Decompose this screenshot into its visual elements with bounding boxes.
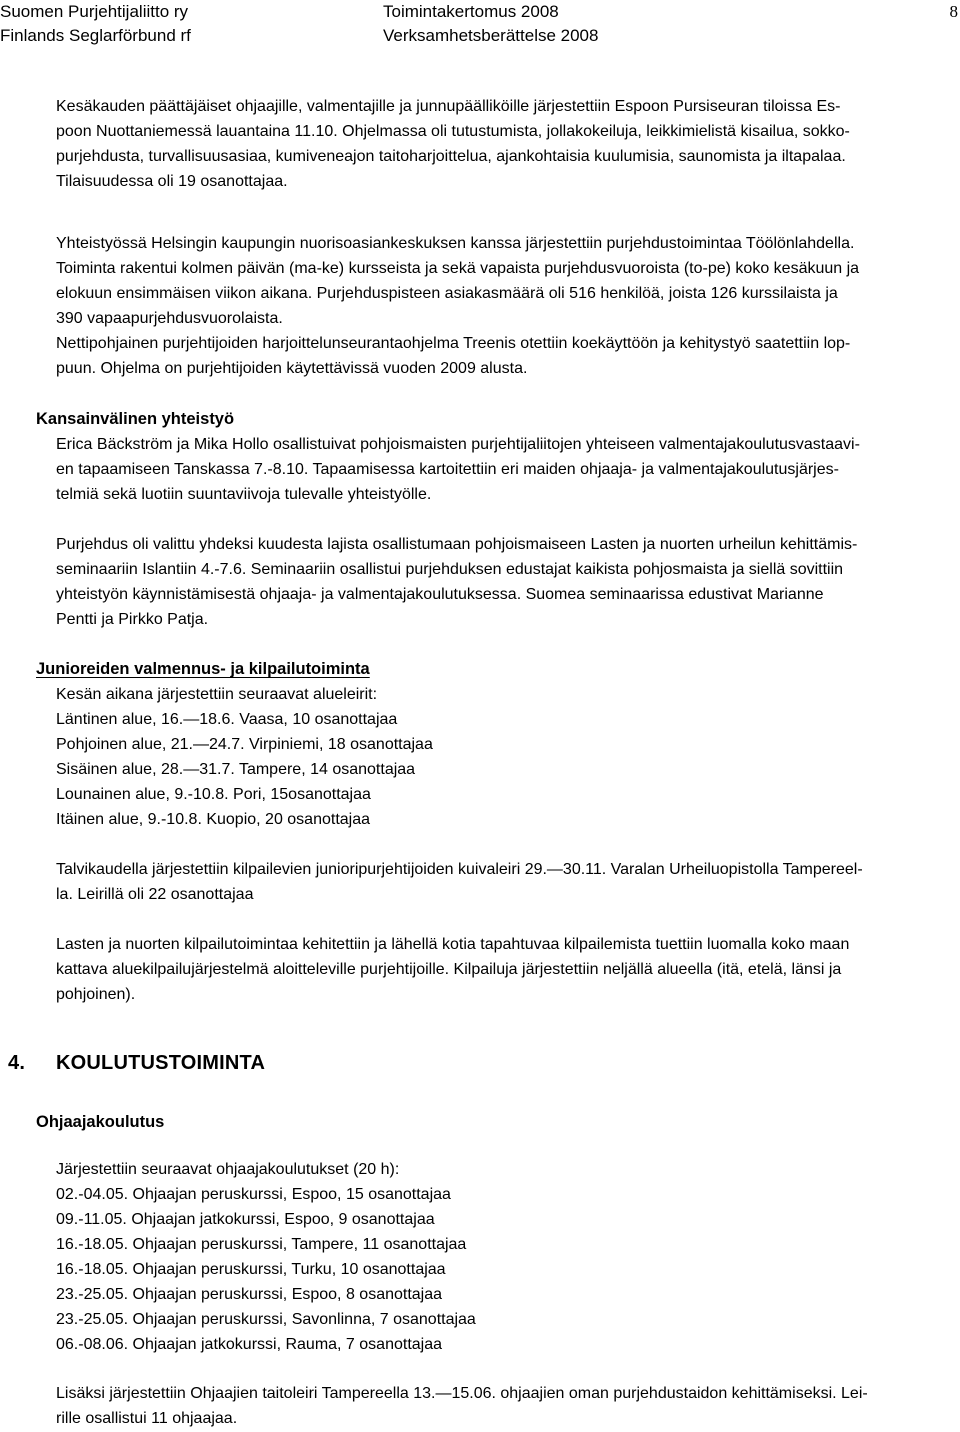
text-line: 390 vapaapurjehdusvuorolaista. (56, 310, 283, 327)
text-line: la. Leirillä oli 22 osanottajaa (56, 886, 254, 903)
text-line: Toiminta rakentui kolmen päivän (ma-ke) kursseista ja sekä vapaista purjehdusvuoroista (to-pe) koko kesäkuun ja (56, 260, 860, 277)
training-courses-list (56, 1157, 950, 1357)
camps-intro: Kesän aikana järjestettiin seuraavat alueleirit: (56, 686, 378, 703)
text-line: purjehdusta, turvallisuusasiaa, kumiveneajon taitoharjoittelua, ajankohtaisia kuulumisia, saunomista ja iltapalaa. (56, 148, 846, 165)
section-heading-training (8, 1049, 265, 1077)
text-line: Lasten ja nuorten kilpailutoimintaa kehitettiin ja lähellä kotia tapahtuvaa kilpailemista tuettiin luomalla koko maan (56, 936, 850, 953)
text-line: Purjehdus oli valittu yhdeksi kuudesta lajista osallistumaan pohjoismaiseen Lasten ja nuorten urheilun kehittämis- (56, 536, 858, 553)
text-line: Tilaisuudessa oli 19 osanottajaa. (56, 173, 288, 190)
courses-intro: Järjestettiin seuraavat ohjaajakoulutukset (20 h): (56, 1161, 400, 1178)
list-item: Pohjoinen alue, 21.—24.7. Virpiniemi, 18 osanottajaa (56, 736, 433, 753)
list-item: Lounainen alue, 9.-10.8. Pori, 15osanottajaa (56, 786, 371, 803)
regional-camps-list (56, 682, 950, 832)
paragraph-toolonlahti (56, 231, 956, 381)
section-title: KOULUTUSTOIMINTA (56, 1052, 266, 1074)
heading-international-cooperation: Kansainvälinen yhteistyö (36, 410, 235, 428)
list-item: 09.-11.05. Ohjaajan jatkokurssi, Espoo, 9 osanottajaa (56, 1211, 435, 1228)
list-item: Sisäinen alue, 28.—31.7. Tampere, 14 osanottajaa (56, 761, 416, 778)
text-line: elokuun ensimmäisen viikon aikana. Purjehduspisteen asiakasmäärä oli 516 henkilöä, joista 126 kurssilaista ja (56, 285, 838, 302)
heading-junior-coaching: Junioreiden valmennus- ja kilpailutoiminta (36, 660, 370, 678)
text-line: Kesäkauden päättäjäiset ohjaajille, valmentajille ja junnupäälliköille järjestettiin Espoon Pursiseuran tiloissa Es- (56, 98, 841, 115)
text-line: kattava aluekilpailujärjestelmä aloitteleville purjehtijoille. Kilpailuja järjestettiin neljällä alueella (itä, etelä, länsi ja (56, 961, 842, 978)
text-line: poon Nuottaniemessä lauantaina 11.10. Ohjelmassa oli tutustumista, jollakokeiluja, leikkimielistä kisailua, sokko- (56, 123, 850, 140)
text-line: pohjoinen). (56, 986, 136, 1003)
text-line: telmiä sekä luotiin suuntaviivoja tulevalle yhteistyölle. (56, 486, 432, 503)
list-item: 23.-25.05. Ohjaajan peruskurssi, Savonlinna, 7 osanottajaa (56, 1311, 476, 1328)
page-header (0, 0, 960, 48)
text-line: yhteistyön käynnistämisestä ohjaaja- ja valmentajakoulutuksessa. Suomea seminaarissa edustivat Marianne (56, 586, 824, 603)
list-item: 16.-18.05. Ohjaajan peruskurssi, Turku, 10 osanottajaa (56, 1261, 446, 1278)
text-line: seminaariin Islantiin 4.-7.6. Seminaariin osallistui purjehduksen edustajat kaikista pohjosmaista ja siellä sovittiin (56, 561, 844, 578)
paragraph-regional-competitions (56, 932, 950, 1007)
header-org-fi: Suomen Purjehtijaliitto ry (0, 2, 189, 21)
list-item: 06.-08.06. Ohjaajan jatkokurssi, Rauma, 7 osanottajaa (56, 1336, 443, 1353)
section-number: 4. (8, 1052, 26, 1074)
text-line: Yhteistyössä Helsingin kaupungin nuorisoasiankeskuksen kanssa järjestettiin purjehdustoimintaa Töölönlahdella. (56, 235, 855, 252)
header-title-fi: Toimintakertomus 2008 (383, 2, 559, 21)
paragraph-iceland-seminar (56, 532, 950, 632)
text-line: Talvikaudella järjestettiin kilpailevien junioripurjehtijoiden kuivaleiri 29.—30.11. Varalan Urheiluopistolla Tampereel- (56, 861, 863, 878)
page-number: 8 (949, 2, 958, 21)
header-organization (0, 0, 191, 48)
text-line: Lisäksi järjestettiin Ohjaajien taitoleiri Tampereella 13.—15.06. ohjaajien oman purjehdustaidon kehittämiseksi. Lei- (56, 1385, 868, 1402)
list-item: 16.-18.05. Ohjaajan peruskurssi, Tampere, 11 osanottajaa (56, 1236, 467, 1253)
list-item: Itäinen alue, 9.-10.8. Kuopio, 20 osanottajaa (56, 811, 371, 828)
list-item: 23.-25.05. Ohjaajan peruskurssi, Espoo, 8 osanottajaa (56, 1286, 443, 1303)
list-item: 02.-04.05. Ohjaajan peruskurssi, Espoo, 15 osanottajaa (56, 1186, 451, 1203)
header-report-title (383, 0, 598, 48)
text-line: puun. Ohjelma on purjehtijoiden käytettävissä vuoden 2009 alusta. (56, 360, 528, 377)
list-item: Läntinen alue, 16.—18.6. Vaasa, 10 osanottajaa (56, 711, 398, 728)
heading-instructor-training: Ohjaajakoulutus (36, 1113, 165, 1131)
paragraph-skills-camp (56, 1381, 950, 1431)
text-line: rille osallistui 11 ohjaajaa. (56, 1410, 238, 1427)
text-line: Nettipohjainen purjehtijoiden harjoittelunseurantaohjelma Treenis otettiin koekäyttöön ja kehitystyö saatettiin lop- (56, 335, 851, 352)
text-line: en tapaamiseen Tanskassa 7.-8.10. Tapaamisessa kartoitettiin eri maiden ohjaaja- ja valmentajakoulutusjärjes- (56, 461, 839, 478)
paragraph-winter-camp (56, 857, 950, 907)
header-title-sv: Verksamhetsberättelse 2008 (383, 26, 599, 45)
text-line: Pentti ja Pirkko Patja. (56, 611, 209, 628)
paragraph-nordic-meeting (56, 432, 950, 507)
header-org-sv: Finlands Seglarförbund rf (0, 26, 191, 45)
text-line: Erica Bäckström ja Mika Hollo osallistuivat pohjoismaisten purjehtijaliitojen yhteiseen valmentajakoulutusvastaavi- (56, 436, 860, 453)
paragraph-season-closing (56, 94, 956, 194)
